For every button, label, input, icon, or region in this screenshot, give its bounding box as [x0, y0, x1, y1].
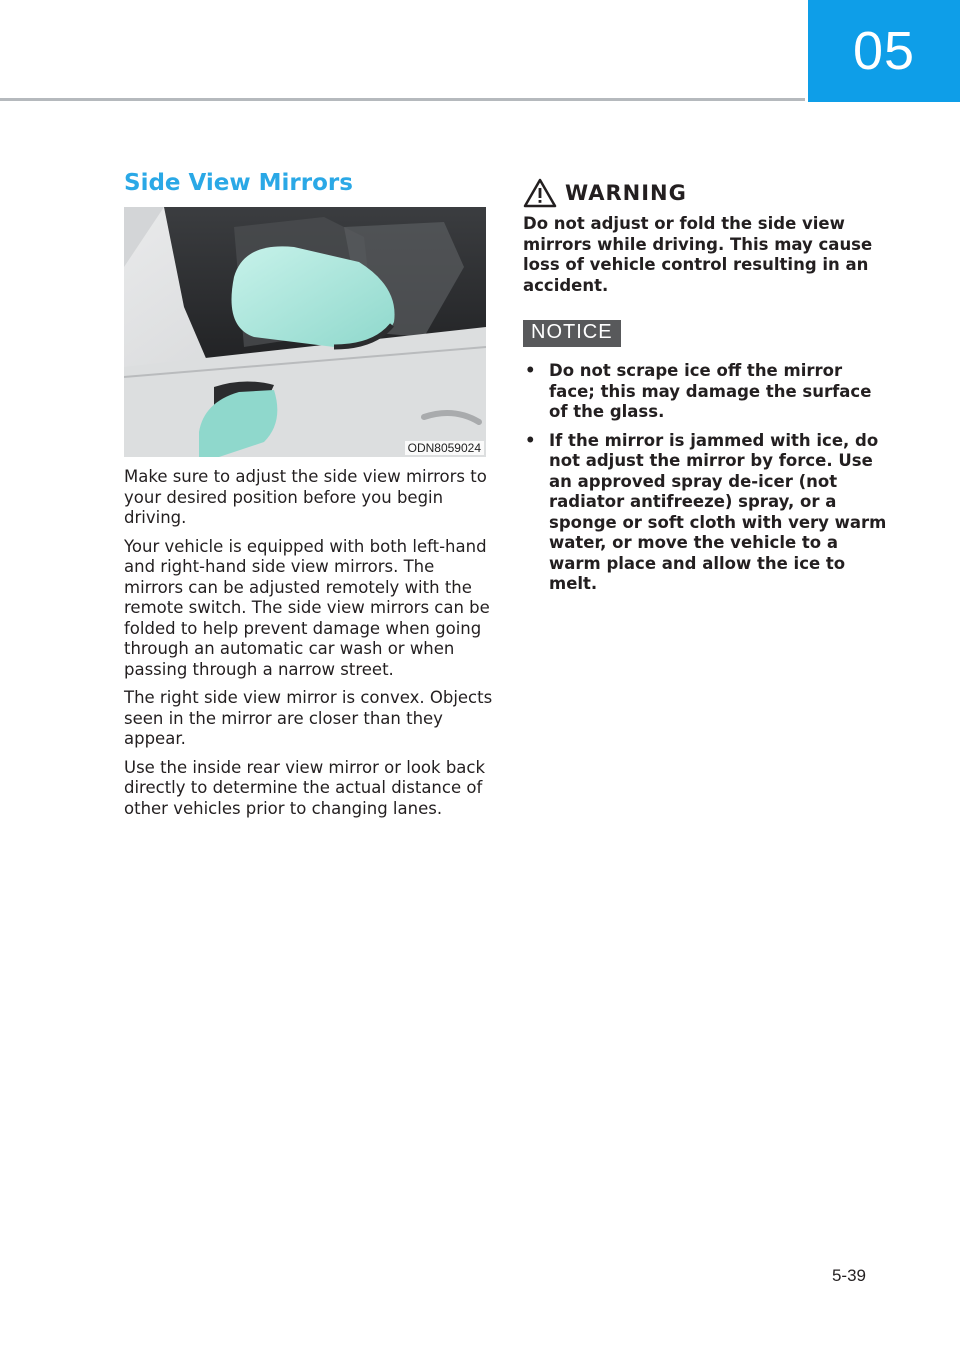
chapter-tab — [808, 0, 960, 102]
warning-text: Do not adjust or fold the side view mirrors while driving. This may cause loss of vehicle control resulting in an accident. — [523, 214, 873, 295]
warning-box — [523, 176, 888, 296]
notice-item-text: Do not scrape ice off the mirror face; this may damage the surface of the glass. — [549, 361, 872, 421]
notice-item — [523, 431, 888, 595]
body-text — [124, 467, 494, 827]
side-mirror-illustration — [124, 207, 486, 457]
bullet: • — [525, 430, 536, 450]
body-paragraph: Use the inside rear view mirror or look back directly to determine the actual distance of other vehicles prior to changing lanes. — [124, 757, 486, 818]
section-title: Side View Mirrors — [124, 170, 353, 196]
warning-title: WARNING — [565, 181, 687, 205]
warning-header — [523, 176, 888, 210]
notice-label: NOTICE — [523, 320, 621, 347]
notice-item-text: If the mirror is jammed with ice, do not adjust the mirror by force. Use an approved spray de-icer (not radiator antifreeze) spray, or a sponge or soft cloth with very warm water, or move the vehicle to a warm place and allow the ice to melt. — [549, 430, 887, 593]
header-rule — [0, 98, 805, 101]
warning-triangle-icon — [523, 178, 557, 208]
bullet: • — [525, 361, 536, 380]
notice-list — [523, 361, 888, 595]
mirror-drawing — [124, 207, 486, 457]
notice-item — [523, 361, 888, 423]
body-paragraph: Make sure to adjust the side view mirrors to your desired position before you begin driving. — [124, 467, 487, 527]
body-paragraph: The right side view mirror is convex. Objects seen in the mirror are closer than they appear. — [124, 688, 493, 748]
figure-code: ODN8059024 — [405, 441, 484, 455]
body-paragraph: Your vehicle is equipped with both left-hand and right-hand side view mirrors. The mirrors can be adjusted remotely with the remote switch. The side view mirrors can be folded to help prevent damage when going through an automatic car wash or when passing through a narrow street. — [124, 536, 490, 679]
page-number: 5-39 — [831, 1266, 866, 1285]
notice-box — [523, 320, 888, 603]
chapter-number: 05 — [852, 21, 916, 81]
